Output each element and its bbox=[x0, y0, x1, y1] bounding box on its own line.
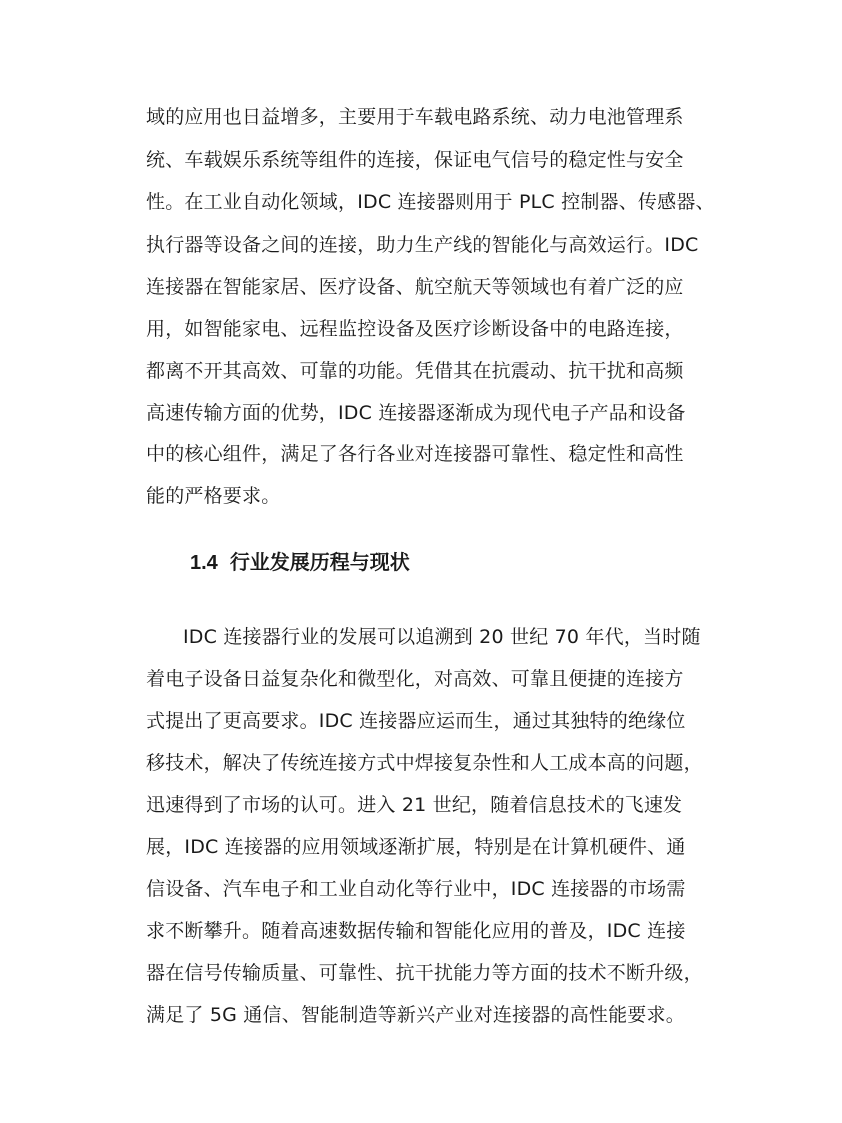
paragraph-2-line: IDC 连接器行业的发展可以追溯到 20 世纪 70 年代，当时随 bbox=[183, 626, 701, 648]
paragraph-1-line: 连接器在智能家居、医疗设备、航空航天等领域也有着广泛的应 bbox=[146, 276, 684, 298]
paragraph-2-line: 移技术，解决了传统连接方式中焊接复杂性和人工成本高的问题， bbox=[146, 752, 703, 774]
paragraph-1-line: 性。在工业自动化领域，IDC 连接器则用于 PLC 控制器、传感器、 bbox=[146, 191, 715, 213]
section-title: 行业发展历程与现状 bbox=[229, 552, 410, 574]
paragraph-2-line: 信设备、汽车电子和工业自动化等行业中，IDC 连接器的市场需 bbox=[146, 878, 686, 900]
section-number: 1.4 bbox=[190, 552, 218, 574]
paragraph-1-line: 中的核心组件，满足了各行各业对连接器可靠性、稳定性和高性 bbox=[146, 443, 684, 465]
paragraph-2-line: 式提出了更高要求。IDC 连接器应运而生，通过其独特的绝缘位 bbox=[146, 710, 686, 732]
paragraph-2-line: 器在信号传输质量、可靠性、抗干扰能力等方面的技术不断升级， bbox=[146, 962, 703, 984]
paragraph-1-line: 执行器等设备之间的连接，助力生产线的智能化与高效运行。IDC bbox=[146, 234, 699, 256]
paragraph-1-line: 能的严格要求。 bbox=[146, 485, 281, 507]
paragraph-1-line: 统、车载娱乐系统等组件的连接，保证电气信号的稳定性与安全 bbox=[146, 149, 684, 171]
paragraph-2-line: 满足了 5G 通信、智能制造等新兴产业对连接器的高性能要求。 bbox=[146, 1004, 685, 1026]
paragraph-2-line: 迅速得到了市场的认可。进入 21 世纪，随着信息技术的飞速发 bbox=[146, 794, 683, 816]
paragraph-1-line: 域的应用也日益增多，主要用于车载电路系统、动力电池管理系 bbox=[146, 106, 684, 128]
paragraph-2-line: 展，IDC 连接器的应用领域逐渐扩展，特别是在计算机硬件、通 bbox=[146, 836, 686, 858]
paragraph-1-line: 高速传输方面的优势，IDC 连接器逐渐成为现代电子产品和设备 bbox=[146, 402, 686, 424]
paragraph-2-line: 着电子设备日益复杂化和微型化，对高效、可靠且便捷的连接方 bbox=[146, 668, 684, 690]
paragraph-1-line: 都离不开其高效、可靠的功能。凭借其在抗震动、抗干扰和高频 bbox=[146, 360, 684, 382]
paragraph-2-line: 求不断攀升。随着高速数据传输和智能化应用的普及，IDC 连接 bbox=[146, 920, 686, 942]
section-heading bbox=[190, 548, 410, 578]
paragraph-1-line: 用，如智能家电、远程监控设备及医疗诊断设备中的电路连接， bbox=[146, 318, 684, 340]
